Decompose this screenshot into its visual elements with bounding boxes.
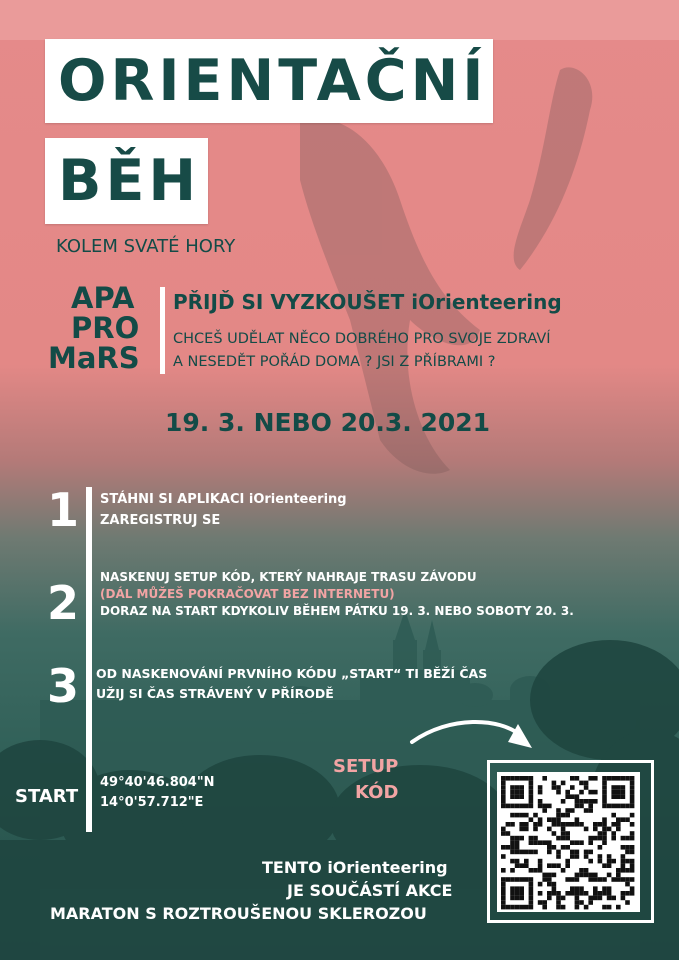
footer-line-1: TENTO iOrienteering <box>262 858 448 877</box>
invite-line-1: CHCEŠ UDĚLAT NĚCO DOBRÉHO PRO SVOJE ZDRAVÍ <box>173 331 551 347</box>
step-1-number: 1 <box>47 483 80 537</box>
start-longitude: 14°0'57.712"E <box>100 795 204 810</box>
start-latitude: 49°40'46.804"N <box>100 775 215 790</box>
subtitle: KOLEM SVATÉ HORY <box>56 236 236 257</box>
footer-line-2: JE SOUČÁSTÍ AKCE <box>287 881 453 900</box>
start-label: START <box>15 786 79 807</box>
step-2-line-2: DORAZ NA START KDYKOLIV BĚHEM PÁTKU 19. 3. NEBO SOBOTY 20. 3. <box>100 604 574 618</box>
qr-code[interactable] <box>497 772 640 912</box>
step-3-line-1: OD NASKENOVÁNÍ PRVNÍHO KÓDU „START“ TI BĚŽÍ ČAS <box>96 666 488 681</box>
logo-line-1: APA <box>71 281 135 315</box>
step-3-number: 3 <box>47 659 80 713</box>
invite-line-2: A NESEDĚT POŘÁD DOMA ? JSI Z PŘÍBRAMI ? <box>173 354 496 370</box>
step-2-note: (DÁL MŮŽEŠ POKRAČOVAT BEZ INTERNETU) <box>100 587 395 601</box>
setup-label-2: KÓD <box>355 782 399 803</box>
step-1-line-1: STÁHNI SI APLIKACI iOrienteering <box>100 492 347 507</box>
event-date: 19. 3. NEBO 20.3. 2021 <box>165 408 491 437</box>
step-2-line-1: NASKENUJ SETUP KÓD, KTERÝ NAHRAJE TRASU ZÁVODU <box>100 570 477 584</box>
logo-divider <box>160 287 165 374</box>
step-2-number: 2 <box>47 576 80 630</box>
steps-divider <box>86 487 92 832</box>
logo-line-3: MaRS <box>48 341 140 375</box>
step-1-line-2: ZAREGISTRUJ SE <box>100 513 221 528</box>
title-line-1: ORIENTAČNÍ <box>58 48 488 114</box>
setup-label-1: SETUP <box>333 756 399 777</box>
logo-line-2: PRO <box>71 311 140 345</box>
invite-heading: PŘIJĎ SI VYZKOUŠET iOrienteering <box>173 290 562 314</box>
footer-line-3: MARATON S ROZTROUŠENOU SKLEROZOU <box>50 904 427 923</box>
title-line-2: BĚH <box>58 148 201 214</box>
step-3-line-2: UŽIJ SI ČAS STRÁVENÝ V PŘÍRODĚ <box>96 686 334 701</box>
qr-code-graphic <box>497 772 640 912</box>
water-strip <box>0 0 679 40</box>
